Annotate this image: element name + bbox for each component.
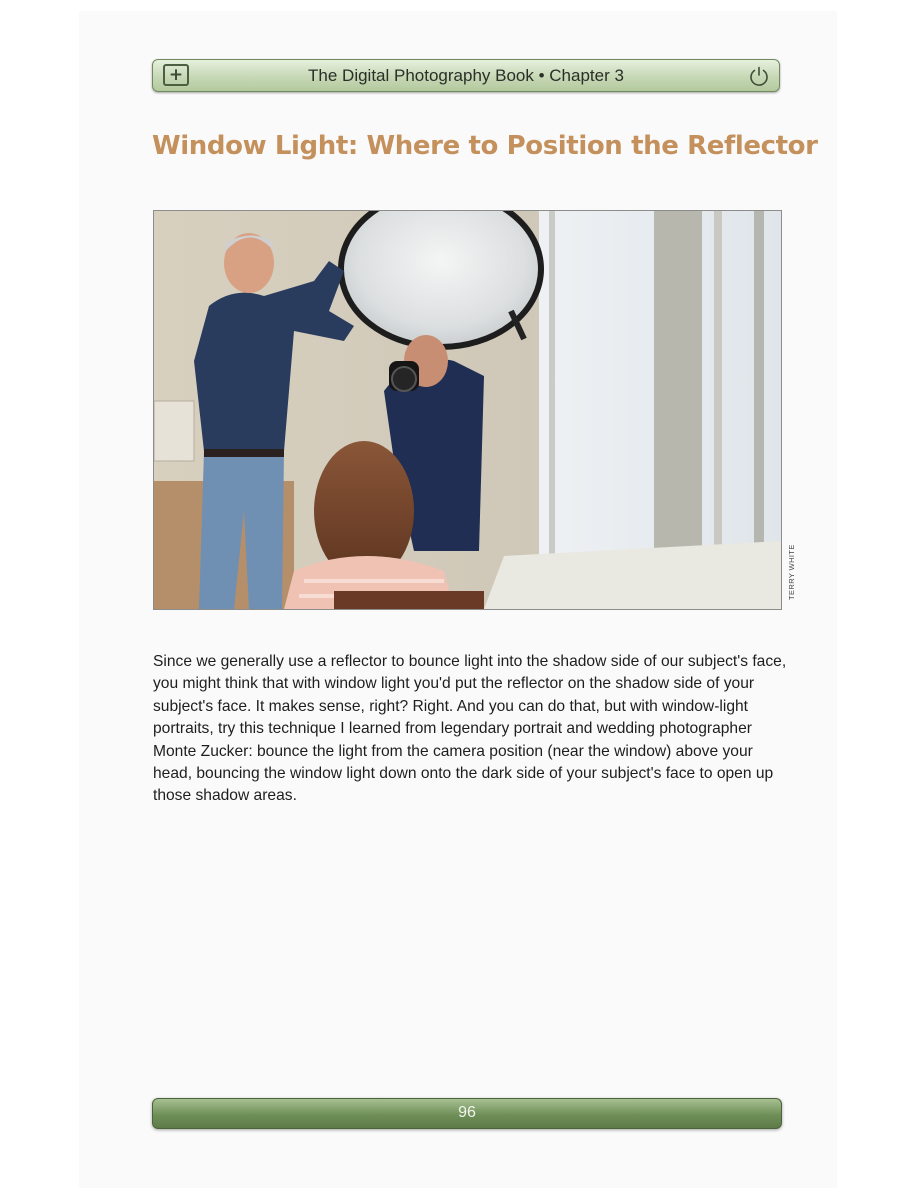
photo-credit: TERRY WHITE bbox=[787, 544, 796, 600]
photo-reflector-setup bbox=[153, 210, 782, 610]
header-title: The Digital Photography Book • Chapter 3 bbox=[308, 66, 624, 85]
footer-bar bbox=[152, 1098, 782, 1129]
page-number: 96 bbox=[458, 1104, 476, 1121]
power-icon[interactable] bbox=[747, 64, 771, 88]
header-bar bbox=[152, 59, 780, 92]
page-title: Window Light: Where to Position the Reflector bbox=[152, 131, 818, 161]
plus-icon[interactable]: + bbox=[163, 64, 189, 86]
body-paragraph: Since we generally use a reflector to bounce light into the shadow side of our subject's face, you might think that with window light you'd put the reflector on the shadow side of your subject's face. It makes sense, right? Right. And you can do that, but with window-light portraits, try this technique I learned from legendary portrait and wedding photographer Monte Zucker: bounce the light from the camera position (near the window) above your head, bouncing the window light down onto the dark side of your subject's face to open up those shadow areas. bbox=[153, 653, 787, 805]
